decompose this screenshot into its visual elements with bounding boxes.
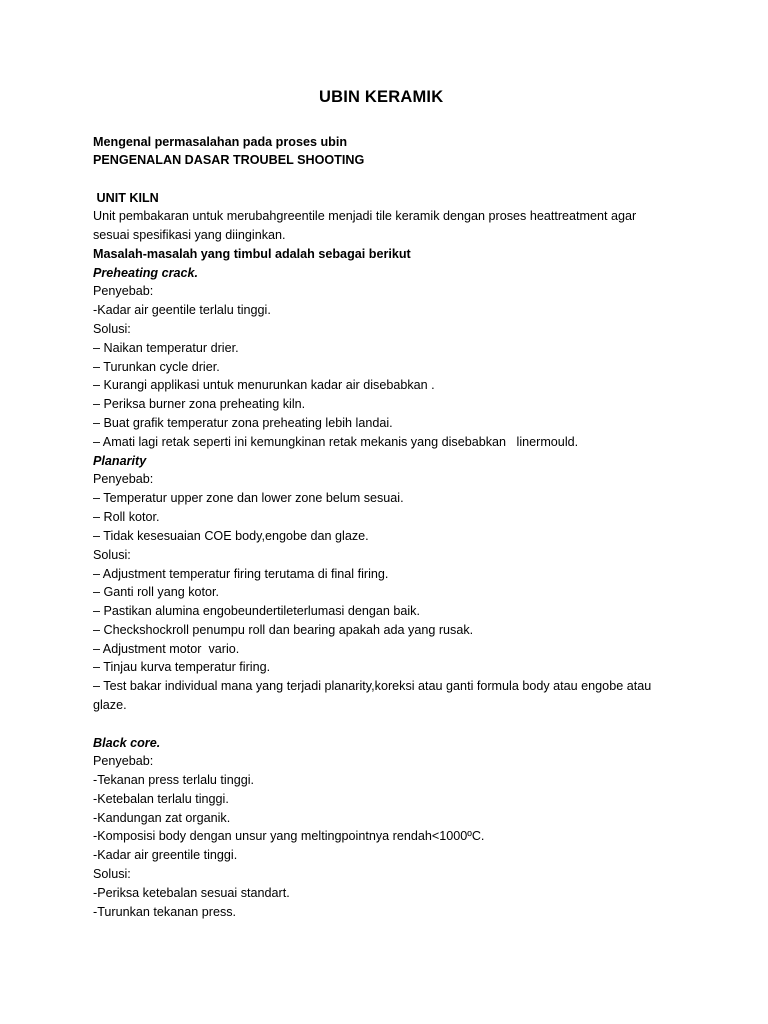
subsection-title-planarity: Planarity [93,454,147,468]
solution-item: – Adjustment temperatur firing terutama di final firing. [93,567,389,581]
cause-item: -Komposisi body dengan unsur yang meltingpointnya rendah<1000ºC. [93,829,485,843]
problems-heading: Masalah-masalah yang timbul adalah sebagai berikut [93,247,411,261]
subsection-title-preheating: Preheating crack. [93,266,198,280]
cause-label: Penyebab: [93,472,154,486]
cause-item: – Tidak kesesuaian COE body,engobe dan glaze. [93,529,369,543]
subsection-title-black-core: Black core. [93,736,161,750]
cause-label: Penyebab: [93,754,154,768]
solution-item: – Pastikan alumina engobeundertileterlumasi dengan baik. [93,604,420,618]
cause-item: -Kadar air greentile tinggi. [93,848,238,862]
solution-item: – Turunkan cycle drier. [93,360,220,374]
solution-item: – Buat grafik temperatur zona preheating lebih landai. [93,416,393,430]
solution-item: – Amati lagi retak seperti ini kemungkinan retak mekanis yang disebabkan linermould. [93,435,579,449]
solution-item: – Naikan temperatur drier. [93,341,239,355]
solution-item: – Ganti roll yang kotor. [93,585,220,599]
solution-label: Solusi: [93,867,131,881]
cause-item: -Ketebalan terlalu tinggi. [93,792,229,806]
cause-item: – Roll kotor. [93,510,160,524]
solution-item: – Test bakar individual mana yang terjadi planarity,koreksi atau ganti formula body atau engobe atau [93,679,652,693]
solution-label: Solusi: [93,548,131,562]
solution-item: – Kurangi applikasi untuk menurunkan kadar air disebabkan . [93,378,435,392]
solution-item: -Turunkan tekanan press. [93,905,237,919]
intro-line: Mengenal permasalahan pada proses ubin [93,135,348,149]
solution-item: – Tinjau kurva temperatur firing. [93,660,271,674]
solution-item: – Periksa burner zona preheating kiln. [93,397,306,411]
section-heading-unit-kiln: UNIT KILN [93,191,159,205]
solution-item: – Checkshockroll penumpu roll dan bearing apakah ada yang rusak. [93,623,474,637]
solution-item: glaze. [93,698,127,712]
solution-item: -Periksa ketebalan sesuai standart. [93,886,290,900]
cause-item: -Kandungan zat organik. [93,811,231,825]
paragraph-line: Unit pembakaran untuk merubahgreentile menjadi tile keramik dengan proses heattreatment agar [93,209,637,223]
cause-item: – Temperatur upper zone dan lower zone belum sesuai. [93,491,404,505]
cause-item: -Tekanan press terlalu tinggi. [93,773,255,787]
cause-label: Penyebab: [93,284,154,298]
page-title: UBIN KERAMIK [319,88,444,106]
solution-label: Solusi: [93,322,131,336]
solution-item: – Adjustment motor vario. [93,642,240,656]
cause-item: -Kadar air geentile terlalu tinggi. [93,303,271,317]
intro-line: PENGENALAN DASAR TROUBEL SHOOTING [93,153,365,167]
paragraph-line: sesuai spesifikasi yang diinginkan. [93,228,286,242]
